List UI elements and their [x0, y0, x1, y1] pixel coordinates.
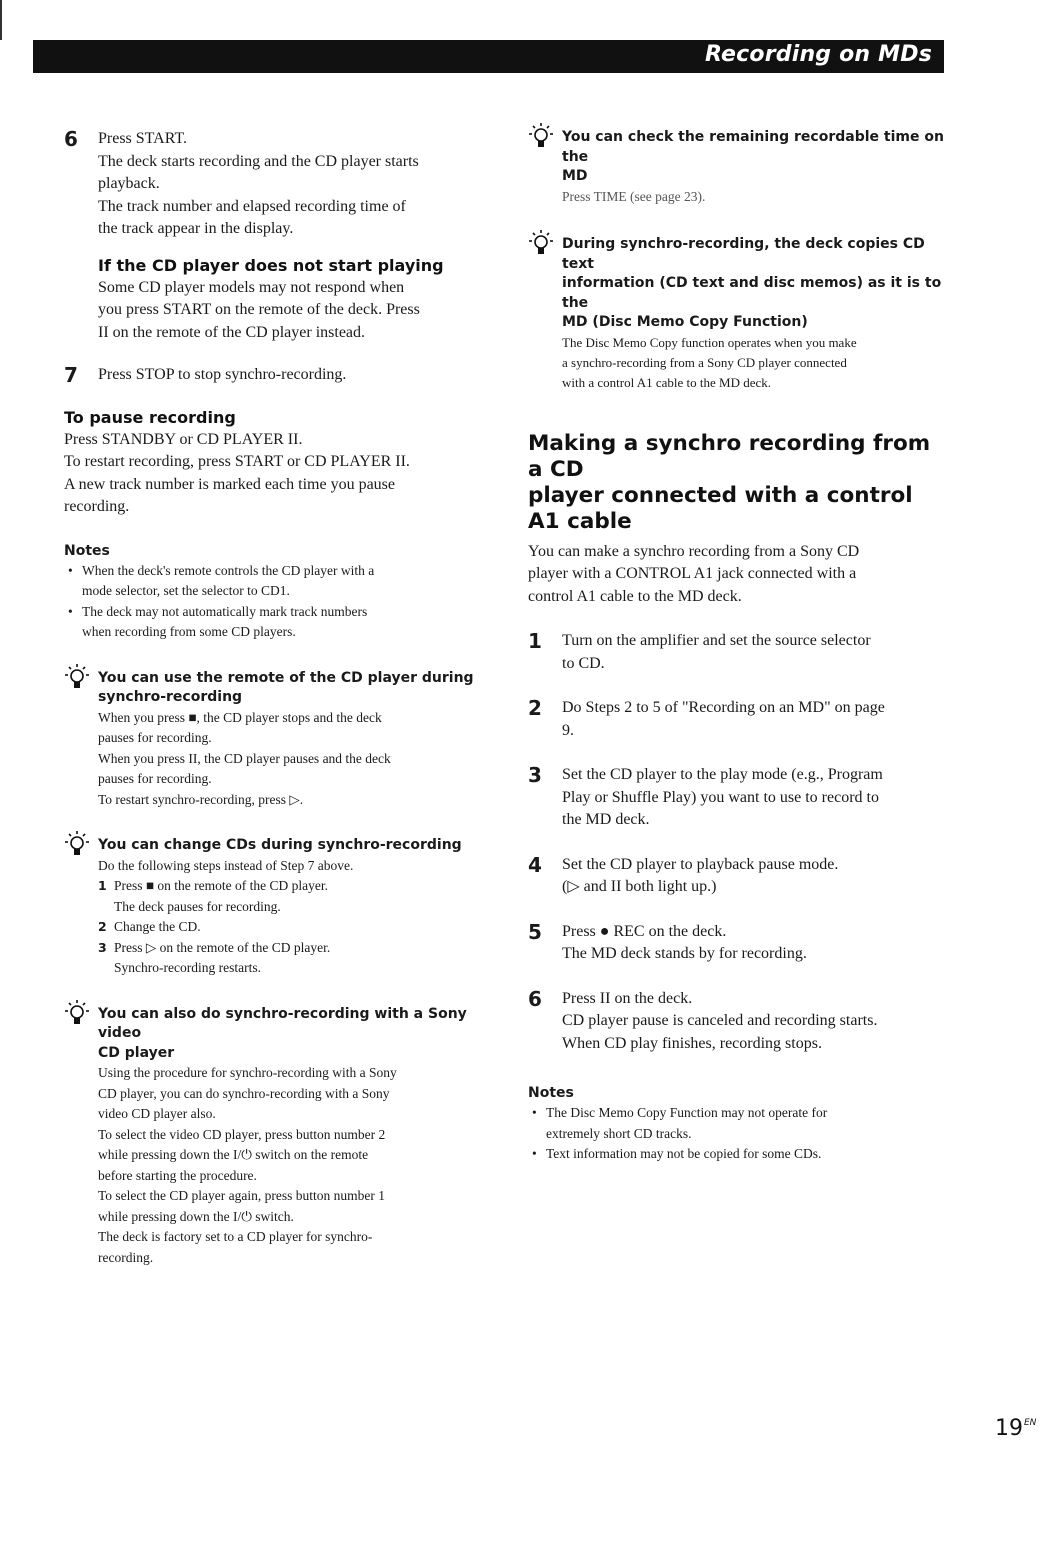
step-text: Do Steps 2 to 5 of "Recording on an MD" on page — [562, 699, 885, 716]
tip-heading — [64, 669, 484, 708]
subsection-heading: To pause recording — [64, 407, 236, 427]
tip-step — [98, 876, 484, 917]
tip-body — [528, 187, 948, 208]
tip-heading — [528, 235, 948, 333]
tip-heading-line: You can use the remote of the CD player during — [98, 669, 474, 686]
notes-heading: Notes — [528, 1085, 574, 1101]
note-item — [64, 602, 484, 643]
paragraph-line: You can make a synchro recording from a Sony CD — [528, 542, 860, 560]
tip-line: video CD player also. — [98, 1106, 216, 1121]
note-line: when recording from some CD players. — [82, 624, 296, 639]
note-line: • When the deck's remote controls the CD player with a — [82, 562, 375, 578]
tip-line: while pressing down the I/⏻ switch on the remote — [98, 1147, 369, 1162]
tip-line: To select the video CD player, press button number 2 — [98, 1126, 386, 1142]
tip-line: a synchro-recording from a Sony CD player connected — [562, 354, 847, 370]
step-text: CD player pause is canceled and recording starts. — [562, 1012, 878, 1029]
step-text: When CD play finishes, recording stops. — [562, 1034, 822, 1052]
tip-line: while pressing down the I/⏻ switch. — [98, 1208, 294, 1224]
tip-body — [64, 1063, 484, 1268]
section-heading-line: player connected with a control A1 cable — [528, 482, 913, 534]
tip-change-cds-block — [64, 836, 484, 979]
tip-heading — [64, 1005, 484, 1064]
step-number: 3 — [528, 763, 542, 787]
tip-line: Using the procedure for synchro-recording with a Sony — [98, 1065, 397, 1080]
tip-line: Press ▷ on the remote of the CD player. — [114, 939, 331, 955]
note-item — [528, 1144, 948, 1165]
tip-heading-line: CD player — [98, 1044, 175, 1061]
notes-block — [528, 1083, 948, 1165]
step-number: 5 — [528, 919, 542, 944]
tip-heading-line: You can change CDs during synchro-recording — [98, 837, 462, 853]
step-text: the MD deck. — [562, 811, 650, 828]
paragraph-line: A new track number is marked each time you pause — [64, 475, 395, 493]
section-intro — [528, 541, 948, 609]
note-line: • The Disc Memo Copy Function may not operate for — [546, 1105, 828, 1120]
synchro-section — [528, 431, 948, 1165]
tip-heading-line: You can also do synchro-recording with a Sony video — [98, 1005, 467, 1041]
if-cd-not-start-block — [64, 255, 484, 345]
scan-edge-mark — [0, 0, 2, 40]
note-line: mode selector, set the selector to CD1. — [82, 583, 290, 598]
step-text: Set the CD player to playback pause mode. — [562, 855, 839, 873]
tip-line: To select the CD player again, press button number 1 — [98, 1188, 385, 1203]
section-header-bar — [33, 40, 944, 73]
paragraph-line: Press STANDBY or CD PLAYER II. — [64, 430, 303, 448]
step-text: Play or Shuffle Play) you want to use to record to — [562, 788, 879, 806]
tip-step-number: 2 — [98, 919, 107, 934]
tip-line: When you press ■, the CD player stops and the deck — [98, 709, 382, 725]
tip-line: pauses for recording. — [98, 730, 212, 745]
tip-line: Synchro-recording restarts. — [114, 960, 261, 975]
step-text: The MD deck stands by for recording. — [562, 945, 807, 962]
step-text: Set the CD player to the play mode (e.g., Program — [562, 766, 883, 783]
note-item — [64, 561, 484, 602]
tip-video-cd-block — [64, 1005, 484, 1269]
step-number: 6 — [528, 986, 542, 1011]
notes-block — [64, 541, 484, 643]
step-6 — [64, 128, 484, 241]
tip-heading — [528, 128, 948, 187]
paragraph-line: you press START on the remote of the deck. Press — [98, 301, 420, 318]
step-text: Press START. — [98, 130, 188, 147]
section-heading — [528, 431, 948, 535]
step-7 — [64, 364, 484, 387]
step-text: to CD. — [562, 654, 605, 672]
step-text: 9. — [562, 721, 574, 739]
paragraph-line: Some CD player models may not respond when — [98, 278, 405, 296]
step-2 — [528, 697, 948, 742]
tip-line: Do the following steps instead of Step 7 above. — [98, 857, 354, 873]
page-number-suffix: EN — [1024, 1418, 1037, 1428]
lightbulb-icon — [528, 229, 554, 259]
tip-line: before starting the procedure. — [98, 1167, 257, 1183]
step-4 — [528, 854, 948, 899]
tip-remote-block — [64, 669, 484, 811]
paragraph-line: control A1 cable to the MD deck. — [528, 587, 742, 605]
pause-recording-block — [64, 407, 484, 519]
tip-line: CD player, you can do synchro-recording with a Sony — [98, 1085, 390, 1101]
step-number: 6 — [64, 127, 78, 151]
step-number: 2 — [528, 696, 542, 720]
tip-line: Change the CD. — [114, 919, 201, 934]
tip-step — [98, 938, 484, 979]
note-line: extremely short CD tracks. — [546, 1125, 692, 1141]
tip-line: When you press II, the CD player pauses and the deck — [98, 750, 391, 766]
tip-step-number: 1 — [98, 878, 107, 893]
subsection-heading: If the CD player does not start playing — [98, 255, 444, 275]
lightbulb-icon — [528, 122, 554, 152]
section-title: Recording on MDs — [704, 42, 932, 67]
tip-step-number: 3 — [98, 939, 107, 955]
page-number — [995, 1416, 1036, 1441]
lightbulb-icon — [64, 999, 90, 1029]
step-number: 1 — [528, 629, 542, 653]
tip-remaining-time-block — [528, 128, 948, 207]
step-5 — [528, 921, 948, 966]
notes-heading: Notes — [64, 542, 110, 559]
tip-line: The deck is factory set to a CD player for synchro- — [98, 1229, 373, 1244]
tip-line: with a control A1 cable to the MD deck. — [562, 374, 772, 390]
tip-cd-text-block — [528, 235, 948, 393]
paragraph-line: II on the remote of the CD player instead. — [98, 323, 366, 341]
step-number: 4 — [528, 852, 542, 877]
step-text: (▷ and II both light up.) — [562, 878, 717, 895]
note-line: • The deck may not automatically mark track numbers — [82, 603, 368, 619]
step-number: 7 — [64, 363, 78, 387]
step-text: the track appear in the display. — [98, 220, 294, 237]
tip-step — [98, 917, 484, 938]
page-number-value: 19 — [995, 1416, 1023, 1441]
step-text: Turn on the amplifier and set the source selector — [562, 632, 871, 649]
step-text: The deck starts recording and the CD player starts — [98, 152, 419, 170]
tip-line: Press TIME (see page 23). — [562, 188, 706, 204]
tip-heading-line: MD — [562, 168, 588, 184]
tip-line: The Disc Memo Copy function operates when you make — [562, 334, 857, 350]
step-3 — [528, 764, 948, 832]
step-text: Press ● REC on the deck. — [562, 922, 727, 940]
note-line: • Text information may not be copied for some CDs. — [546, 1146, 822, 1161]
step-text: playback. — [98, 175, 160, 192]
step-text: The track number and elapsed recording time of — [98, 197, 406, 215]
tip-heading-line: synchro-recording — [98, 689, 243, 705]
tip-body — [64, 856, 484, 979]
left-column — [64, 128, 484, 1268]
tip-body — [528, 333, 948, 393]
note-item — [528, 1103, 948, 1144]
step-1 — [528, 630, 948, 675]
paragraph-line: To restart recording, press START or CD PLAYER II. — [64, 453, 410, 470]
tip-heading-line: information (CD text and disc memos) as it is to the — [562, 275, 942, 311]
tip-heading-line: You can check the remaining recordable time on the — [562, 129, 944, 165]
lightbulb-icon — [64, 663, 90, 693]
step-text: Press STOP to stop synchro-recording. — [98, 366, 347, 383]
tip-body — [64, 708, 484, 811]
tip-line: To restart synchro-recording, press ▷. — [98, 791, 304, 807]
tip-heading-line: During synchro-recording, the deck copies CD text — [562, 236, 925, 272]
lightbulb-icon — [64, 830, 90, 860]
tip-line: Press ■ on the remote of the CD player. — [114, 878, 328, 893]
tip-line: The deck pauses for recording. — [114, 898, 281, 914]
step-6 — [528, 988, 948, 1056]
tip-heading-line: MD (Disc Memo Copy Function) — [562, 314, 808, 330]
paragraph-line: player with a CONTROL A1 jack connected with a — [528, 565, 857, 582]
tip-line: pauses for recording. — [98, 771, 212, 786]
paragraph-line: recording. — [64, 498, 130, 515]
section-heading-line: Making a synchro recording from a CD — [528, 430, 931, 482]
tip-heading — [64, 836, 484, 856]
right-column — [528, 128, 948, 1165]
step-text: Press II on the deck. — [562, 989, 693, 1007]
tip-line: recording. — [98, 1249, 154, 1265]
